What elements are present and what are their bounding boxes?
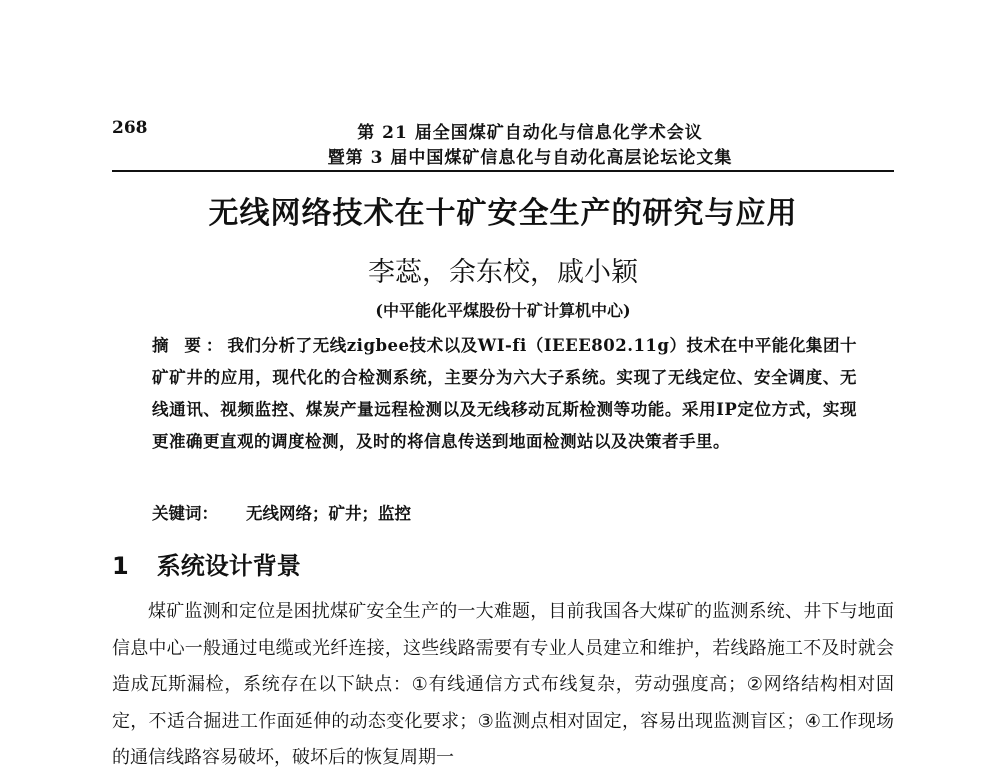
section-title: 系统设计背景 xyxy=(156,552,301,580)
page-number: 268 xyxy=(112,118,148,138)
authors: 李蕊，余东校，戚小颖 xyxy=(368,257,638,288)
section-paragraph: 煤矿监测和定位是困扰煤矿安全生产的一大难题，目前我国各大煤矿的监测系统、井下与地面信息中心一般通过电缆或光纤连接，这些线路需要有专业人员建立和维护，若线路施工不及时就会造成瓦斯漏检，系统存在以下缺点：①有线通信方式布线复杂，劳动强度高；②网络结构相对固定，不适合掘进工作面延伸的动态变化要求；③监测点相对固定，容易出现监测盲区；④工作现场的通信线路容易破坏，破坏后的恢复周期一 xyxy=(112,601,894,768)
affiliation: (中平能化平煤股份十矿计算机中心) xyxy=(375,301,631,320)
conference-title-line1: 第 21 届全国煤矿自动化与信息化学术会议 xyxy=(357,123,703,143)
header-rule xyxy=(112,170,894,172)
abstract-text: 我们分析了无线zigbee技术以及WI-fi（IEEE802.11g）技术在中平能化集团十矿矿井的应用，现代化的合检测系统，主要分为六大子系统。实现了无线定位、安全调度、无线通讯、视频监控、煤炭产量远程检测以及无线移动瓦斯检测等功能。采用IP定位方式，实现更准确更直观的调度检测，及时的将信息传送到地面检测站以及决策者手里。 xyxy=(152,336,857,451)
abstract xyxy=(152,330,857,458)
abstract-label: 摘 要： xyxy=(152,336,228,355)
keywords-text: 无线网络；矿井；监控 xyxy=(246,504,411,523)
section-heading xyxy=(112,546,301,581)
keywords-label: 关键词： xyxy=(152,504,218,523)
keywords xyxy=(152,500,857,524)
paper-title: 无线网络技术在十矿安全生产的研究与应用 xyxy=(208,196,798,231)
section-number: 1 xyxy=(112,552,129,580)
conference-title-line2: 暨第 3 届中国煤矿信息化与自动化高层论坛论文集 xyxy=(327,148,733,168)
